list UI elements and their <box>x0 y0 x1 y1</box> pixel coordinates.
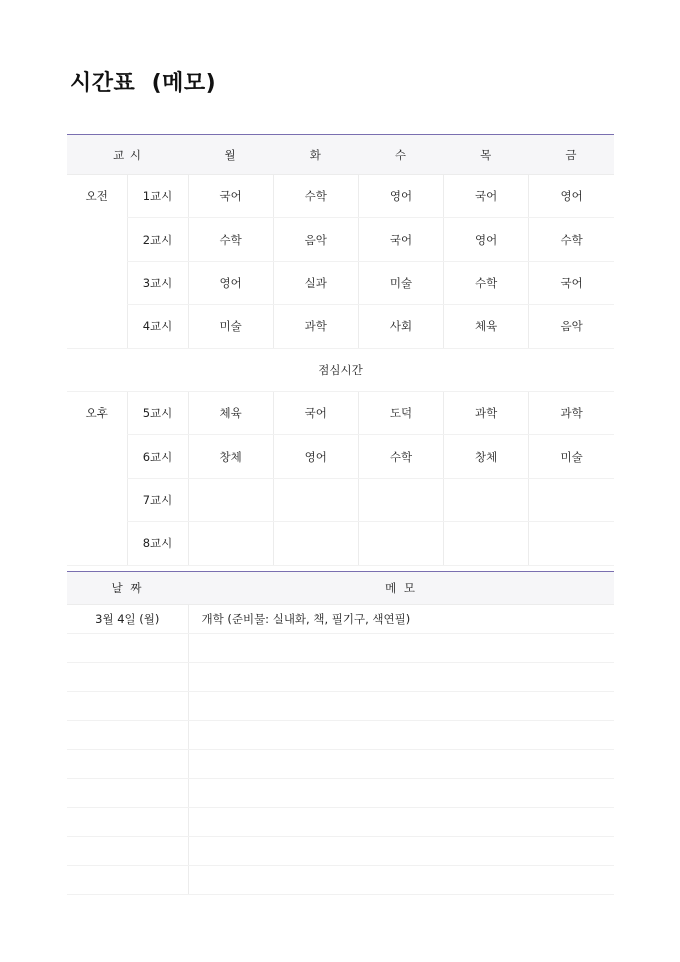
subject-cell: 체육 <box>188 391 273 434</box>
period-label: 3교시 <box>127 261 188 304</box>
memo-table <box>67 571 614 895</box>
period-label: 2교시 <box>127 218 188 261</box>
memo-text <box>188 663 614 692</box>
subject-cell: 국어 <box>273 391 358 434</box>
subject-cell: 수학 <box>358 435 443 478</box>
period-label: 7교시 <box>127 478 188 521</box>
memo-text <box>188 866 614 895</box>
subject-cell: 국어 <box>358 218 443 261</box>
memo-text <box>188 721 614 750</box>
subject-cell: 영어 <box>529 175 614 218</box>
subject-cell <box>444 478 529 521</box>
period-label: 5교시 <box>127 391 188 434</box>
subject-cell: 사회 <box>358 305 443 348</box>
date-header: 날 짜 <box>67 572 188 605</box>
period-label: 6교시 <box>127 435 188 478</box>
timetable-row <box>67 261 614 304</box>
subject-cell: 영어 <box>273 435 358 478</box>
period-header: 교 시 <box>67 135 188 175</box>
subject-cell: 체육 <box>444 305 529 348</box>
day-header-tue: 화 <box>273 135 358 175</box>
memo-row <box>67 663 614 692</box>
timetable-row <box>67 305 614 348</box>
memo-row <box>67 692 614 721</box>
timetable-row <box>67 218 614 261</box>
subject-cell: 음악 <box>273 218 358 261</box>
session-label-morning: 오전 <box>67 175 127 349</box>
memo-text: 개학 (준비물: 실내화, 책, 필기구, 색연필) <box>188 605 614 634</box>
subject-cell: 과학 <box>529 391 614 434</box>
subject-cell: 과학 <box>273 305 358 348</box>
period-label: 4교시 <box>127 305 188 348</box>
timetable-row <box>67 175 614 218</box>
subject-cell: 미술 <box>529 435 614 478</box>
memo-date <box>67 692 188 721</box>
subject-cell: 영어 <box>444 218 529 261</box>
subject-cell: 창체 <box>444 435 529 478</box>
memo-date <box>67 866 188 895</box>
memo-row <box>67 837 614 866</box>
memo-date <box>67 779 188 808</box>
subject-cell: 영어 <box>358 175 443 218</box>
day-header-mon: 월 <box>188 135 273 175</box>
day-header-thu: 목 <box>444 135 529 175</box>
subject-cell: 수학 <box>529 218 614 261</box>
timetable-row <box>67 522 614 565</box>
subject-cell: 실과 <box>273 261 358 304</box>
memo-text <box>188 750 614 779</box>
memo-text <box>188 692 614 721</box>
subject-cell: 미술 <box>358 261 443 304</box>
memo-date <box>67 721 188 750</box>
memo-row <box>67 605 614 634</box>
period-label: 8교시 <box>127 522 188 565</box>
timetable-row <box>67 478 614 521</box>
memo-text <box>188 808 614 837</box>
memo-row <box>67 634 614 663</box>
subject-cell: 영어 <box>188 261 273 304</box>
timetable-row <box>67 391 614 434</box>
subject-cell: 수학 <box>444 261 529 304</box>
subject-cell: 미술 <box>188 305 273 348</box>
subject-cell: 국어 <box>529 261 614 304</box>
memo-date: 3월 4일 (월) <box>67 605 188 634</box>
lunch-row <box>67 348 614 391</box>
subject-cell <box>273 478 358 521</box>
subject-cell <box>358 522 443 565</box>
subject-cell: 국어 <box>444 175 529 218</box>
period-label: 1교시 <box>127 175 188 218</box>
subject-cell: 도덕 <box>358 391 443 434</box>
subject-cell: 수학 <box>188 218 273 261</box>
subject-cell <box>358 478 443 521</box>
memo-date <box>67 663 188 692</box>
memo-row <box>67 721 614 750</box>
subject-cell <box>188 478 273 521</box>
lunch-label: 점심시간 <box>67 348 614 391</box>
timetable <box>67 134 614 566</box>
memo-date <box>67 750 188 779</box>
timetable-row <box>67 435 614 478</box>
subject-cell <box>188 522 273 565</box>
memo-date <box>67 808 188 837</box>
memo-date <box>67 634 188 663</box>
memo-row <box>67 779 614 808</box>
subject-cell <box>529 522 614 565</box>
subject-cell: 과학 <box>444 391 529 434</box>
session-label-afternoon: 오후 <box>67 391 127 565</box>
subject-cell: 수학 <box>273 175 358 218</box>
memo-row <box>67 866 614 895</box>
subject-cell: 국어 <box>188 175 273 218</box>
page-title: 시간표 (메모) <box>70 71 217 96</box>
memo-row <box>67 750 614 779</box>
memo-text <box>188 634 614 663</box>
subject-cell <box>273 522 358 565</box>
memo-row <box>67 808 614 837</box>
timetable-header-row <box>67 135 614 175</box>
day-header-fri: 금 <box>529 135 614 175</box>
subject-cell <box>444 522 529 565</box>
memo-date <box>67 837 188 866</box>
subject-cell: 창체 <box>188 435 273 478</box>
memo-header-row <box>67 572 614 605</box>
day-header-wed: 수 <box>358 135 443 175</box>
subject-cell <box>529 478 614 521</box>
memo-text <box>188 837 614 866</box>
memo-header: 메 모 <box>188 572 614 605</box>
subject-cell: 음악 <box>529 305 614 348</box>
memo-text <box>188 779 614 808</box>
